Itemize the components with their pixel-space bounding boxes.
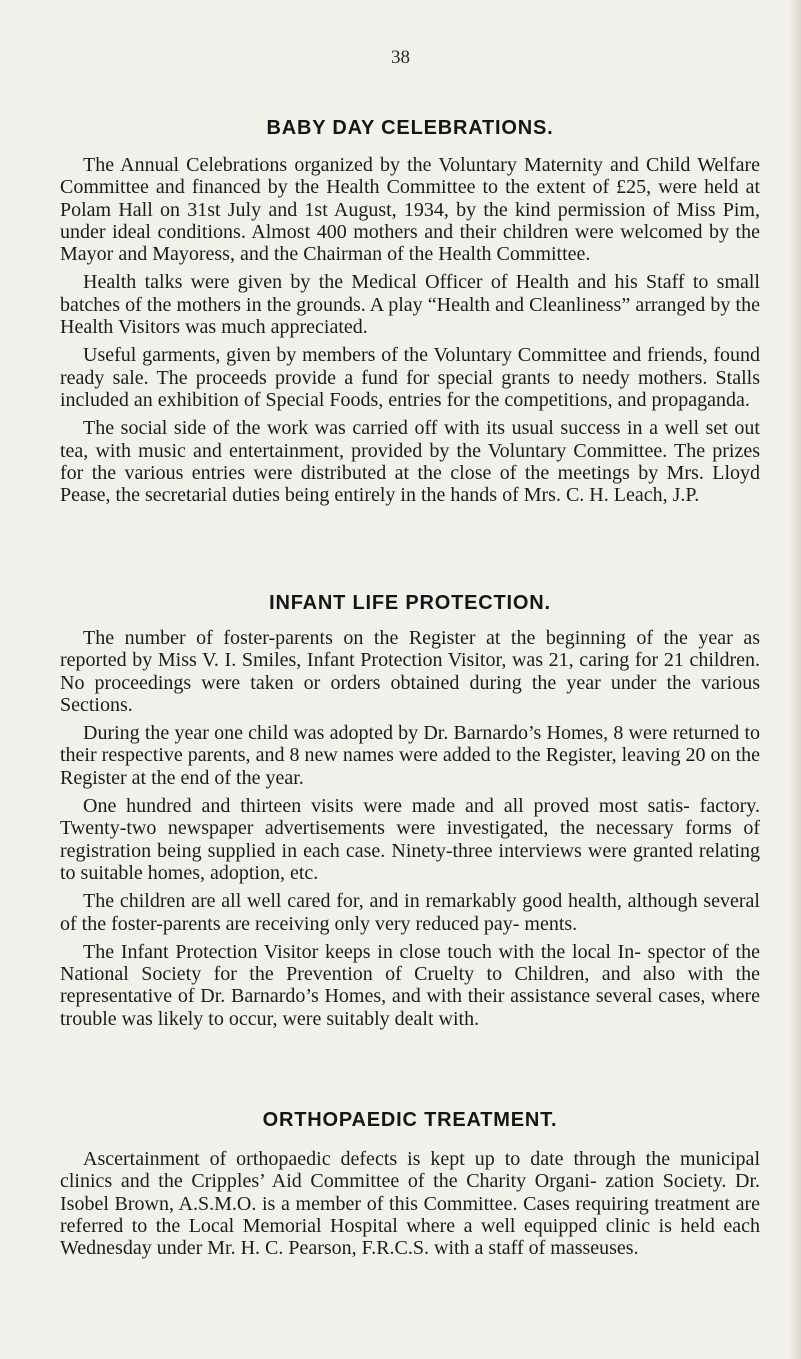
paragraph: The children are all well cared for, and in remarkably good health, although several of the foster-parents are receiving only very reduced pay- ments. bbox=[60, 890, 760, 935]
section-infant-life-protection bbox=[60, 627, 760, 1036]
paragraph: Useful garments, given by members of the Voluntary Committee and friends, found ready sale. The proceeds provide a fund for special grants to needy mothers. Stalls included an exhibition of Special Foods, entries for the competitions, and propaganda. bbox=[60, 344, 760, 411]
section-baby-day-celebrations bbox=[60, 154, 760, 512]
heading-baby-day-celebrations: BABY DAY CELEBRATIONS. bbox=[266, 117, 554, 139]
paragraph: The Infant Protection Visitor keeps in close touch with the local In- spector of the National Society for the Prevention of Cruelty to Children, and also with the representative of Dr. Barnardo’s Homes, and with their assistance several cases, where trouble was likely to occur, were suitably dealt with. bbox=[60, 940, 760, 1030]
paragraph: One hundred and thirteen visits were made and all proved most satis- factory. Twenty-two newspaper advertisements were investigated, the necessary forms of registration being supplied in each case. Ninety-three interviews were granted relating to suitable homes, adoption, etc. bbox=[60, 795, 760, 884]
paragraph: The Annual Celebrations organized by the Voluntary Maternity and Child Welfare Committee and financed by the Health Committee to the extent of £25, were held at Polam Hall on 31st July and 1st August, 1934, by the kind permission of Miss Pim, under ideal conditions. Almost 400 mothers and their children were welcomed by the Mayor and Mayoress, and the Chairman of the Health Committee. bbox=[60, 154, 760, 266]
paragraph: Ascertainment of orthopaedic defects is kept up to date through the municipal clinics and the Cripples’ Aid Committee of the Charity Organi- zation Society. Dr. Isobel Brown, A.S.M.O. is a member of this Committee. Cases requiring treatment are referred to the Local Memorial Hospital where a well equipped clinic is held each Wednesday under Mr. H. C. Pearson, F.R.C.S. with a staff of masseuses. bbox=[60, 1148, 760, 1260]
section-orthopaedic-treatment bbox=[60, 1148, 760, 1265]
heading-infant-life-protection: INFANT LIFE PROTECTION. bbox=[269, 592, 551, 614]
page-number: 38 bbox=[391, 47, 410, 68]
paragraph: Health talks were given by the Medical Officer of Health and his Staff to small batches of the mothers in the grounds. A play “Health and Cleanliness” arranged by the Health Visitors was much appreciated. bbox=[60, 271, 760, 339]
heading-orthopaedic-treatment: ORTHOPAEDIC TREATMENT. bbox=[262, 1109, 558, 1131]
page-edge-shadow bbox=[791, 0, 801, 1359]
paragraph: The number of foster-parents on the Register at the beginning of the year as reported by Miss V. I. Smiles, Infant Protection Visitor, was 21, caring for 21 children. No proceedings were taken or orders obtained during the year under the various Sections. bbox=[60, 627, 760, 716]
paragraph: The social side of the work was carried off with its usual success in a well set out tea, with music and entertainment, provided by the Voluntary Committee. The prizes for the various entries were distributed at the close of the meetings by Mrs. Lloyd Pease, the secretarial duties being entirely in the hands of Mrs. C. H. Leach, J.P. bbox=[60, 417, 760, 507]
paragraph: During the year one child was adopted by Dr. Barnardo’s Homes, 8 were returned to their respective parents, and 8 new names were added to the Register, leaving 20 on the Register at the end of the year. bbox=[60, 722, 760, 789]
